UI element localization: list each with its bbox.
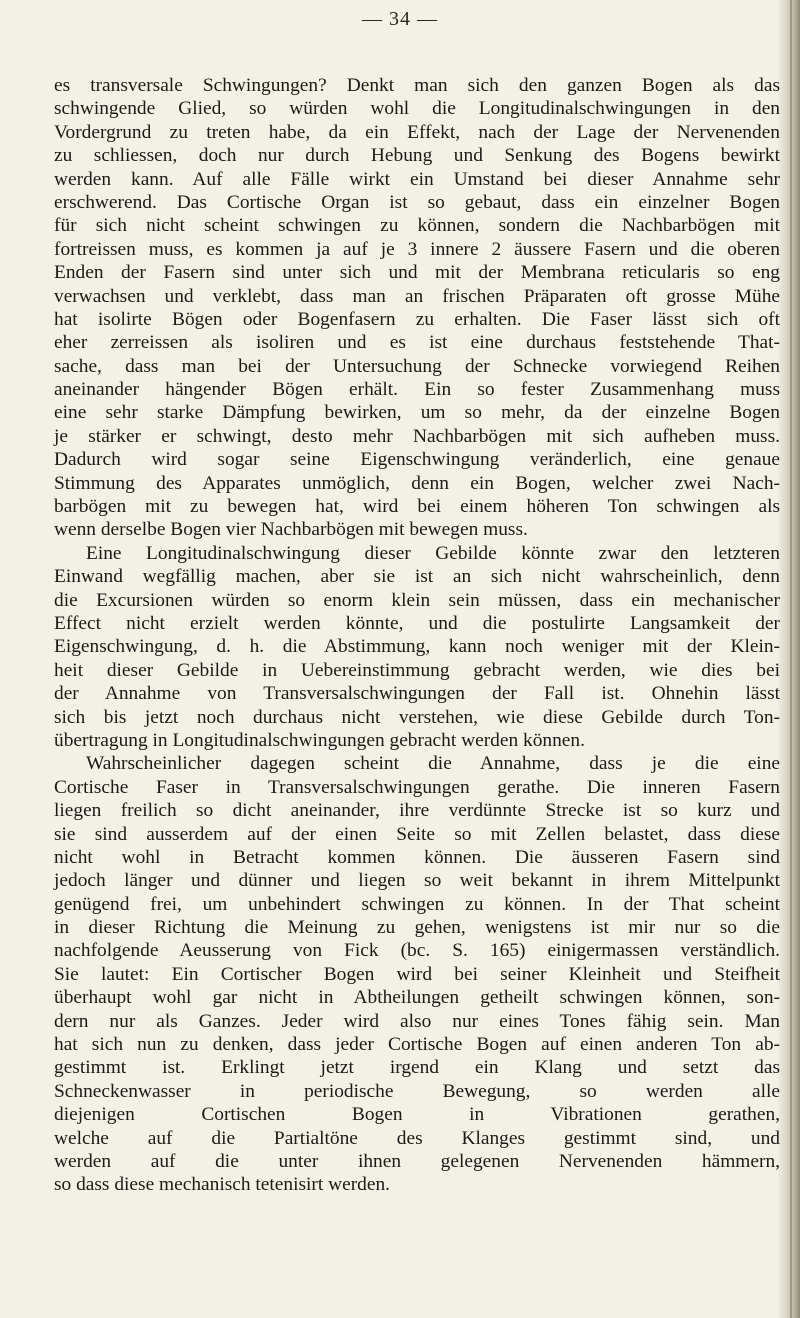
text-line: hat isolirte Bögen oder Bogenfasern zu erhalten. Die Faser lässt sich oft	[54, 308, 780, 330]
text-line: dern nur als Ganzes. Jeder wird also nur eines Tones fähig sein. Man	[54, 1010, 780, 1032]
text-line: der Annahme von Transversalschwingungen der Fall ist. Ohnehin lässt	[54, 683, 780, 705]
text-line: aneinander hängender Bögen erhält. Ein so fester Zusammenhang muss	[54, 379, 780, 401]
text-line: diejenigen Cortischen Bogen in Vibrationen gerathen,	[54, 1104, 780, 1126]
text-line: Cortische Faser in Transversalschwingungen gerathe. Die inneren Fasern	[54, 776, 780, 798]
text-line: Effect nicht erzielt werden könnte, und die postulirte Langsamkeit der	[54, 612, 780, 634]
text-line: welche auf die Partialtöne des Klanges gestimmt sind, und	[54, 1127, 780, 1149]
scanned-page-edge	[778, 0, 800, 1318]
text-line: es transversale Schwingungen? Denkt man sich den ganzen Bogen als das	[54, 75, 780, 96]
text-line: werden auf die unter ihnen gelegenen Nervenenden hämmern,	[54, 1150, 780, 1172]
text-line: Enden der Fasern sind unter sich und mit der Membrana reticularis so eng	[54, 262, 780, 284]
text-line: so dass diese mechanisch tetenisirt werden.	[54, 1174, 391, 1196]
text-line: barbögen mit zu bewegen hat, wird bei einem höheren Ton schwingen als	[54, 496, 780, 518]
text-line: wenn derselbe Bogen vier Nachbarbögen mit bewegen muss.	[54, 519, 528, 541]
text-line: überhaupt wohl gar nicht in Abtheilungen getheilt schwingen können, son-	[54, 987, 780, 1009]
text-line: verwachsen und verklebt, dass man an frischen Präparaten oft grosse Mühe	[54, 285, 780, 307]
text-line: Dadurch wird sogar seine Eigenschwingung veränderlich, eine genaue	[54, 449, 780, 471]
text-line: eine sehr starke Dämpfung bewirken, um so mehr, da der einzelne Bogen	[54, 402, 780, 424]
text-line: zu schliessen, doch nur durch Hebung und Senkung des Bogens bewirkt	[54, 145, 780, 167]
text-line: jedoch länger und dünner und liegen so weit bekannt in ihrem Mittelpunkt	[54, 870, 780, 892]
text-line: heit dieser Gebilde in Uebereinstimmung gebracht werden, wie dies bei	[54, 659, 780, 681]
text-line: Stimmung des Apparates unmöglich, denn ein Bogen, welcher zwei Nach-	[54, 472, 780, 494]
text-line: schwingende Glied, so würden wohl die Longitudinalschwingungen in den	[54, 98, 780, 120]
text-line: werden kann. Auf alle Fälle wirkt ein Umstand bei dieser Annahme sehr	[54, 168, 780, 190]
text-line: nachfolgende Aeusserung von Fick (bc. S. 165) einigermassen verständlich.	[54, 940, 780, 962]
text-line: gestimmt ist. Erklingt jetzt irgend ein Klang und setzt das	[54, 1057, 780, 1079]
text-line: die Excursionen würden so enorm klein sein müssen, dass ein mechanischer	[54, 589, 780, 611]
text-line: genügend frei, um unbehindert schwingen zu können. In der That scheint	[54, 893, 780, 915]
scanned-binding-shadow	[790, 0, 792, 1318]
text-line: Eigenschwingung, d. h. die Abstimmung, kann noch weniger mit der Klein-	[54, 636, 780, 658]
text-line: Wahrscheinlicher dagegen scheint die Annahme, dass je die eine	[86, 753, 780, 775]
text-line: fortreissen muss, es kommen ja auf je 3 innere 2 äussere Fasern und die oberen	[54, 238, 780, 260]
text-line: liegen freilich so dicht aneinander, ihre verdünnte Strecke ist so kurz und	[54, 800, 780, 822]
text-line: nicht wohl in Betracht kommen können. Die äusseren Fasern sind	[54, 846, 780, 868]
text-line: Sie lautet: Ein Cortischer Bogen wird bei seiner Kleinheit und Steifheit	[54, 963, 780, 985]
text-line: für sich nicht scheint schwingen zu können, sondern die Nachbarbögen mit	[54, 215, 780, 237]
text-line: Einwand wegfällig machen, aber sie ist an sich nicht wahrscheinlich, denn	[54, 566, 780, 588]
text-line: Vordergrund zu treten habe, da ein Effekt, nach der Lage der Nervenenden	[54, 121, 780, 143]
body-text	[54, 74, 780, 1197]
text-line: eher zerreissen als isoliren und es ist eine durchaus feststehende That-	[54, 332, 780, 354]
text-line: sache, dass man bei der Untersuchung der Schnecke vorwiegend Reihen	[54, 355, 780, 377]
text-line: erschwerend. Das Cortische Organ ist so gebaut, dass ein einzelner Bogen	[54, 191, 780, 213]
text-line: sie sind ausserdem auf der einen Seite so mit Zellen belastet, dass diese	[54, 823, 780, 845]
page-number: — 34 —	[362, 8, 438, 30]
text-line: in dieser Richtung die Meinung zu gehen, wenigstens ist mir nur so die	[54, 917, 780, 939]
text-line: hat sich nun zu denken, dass jeder Cortische Bogen auf einen anderen Ton ab-	[54, 1034, 780, 1056]
text-line: Eine Longitudinalschwingung dieser Gebilde könnte zwar den letzteren	[86, 542, 780, 564]
text-line: sich bis jetzt noch durchaus nicht verstehen, wie diese Gebilde durch Ton-	[54, 706, 780, 728]
text-line: übertragung in Longitudinalschwingungen gebracht werden können.	[54, 729, 585, 751]
text-line: je stärker er schwingt, desto mehr Nachbarbögen mit sich aufheben muss.	[54, 425, 780, 447]
text-line: Schneckenwasser in periodische Bewegung, so werden alle	[54, 1080, 780, 1102]
